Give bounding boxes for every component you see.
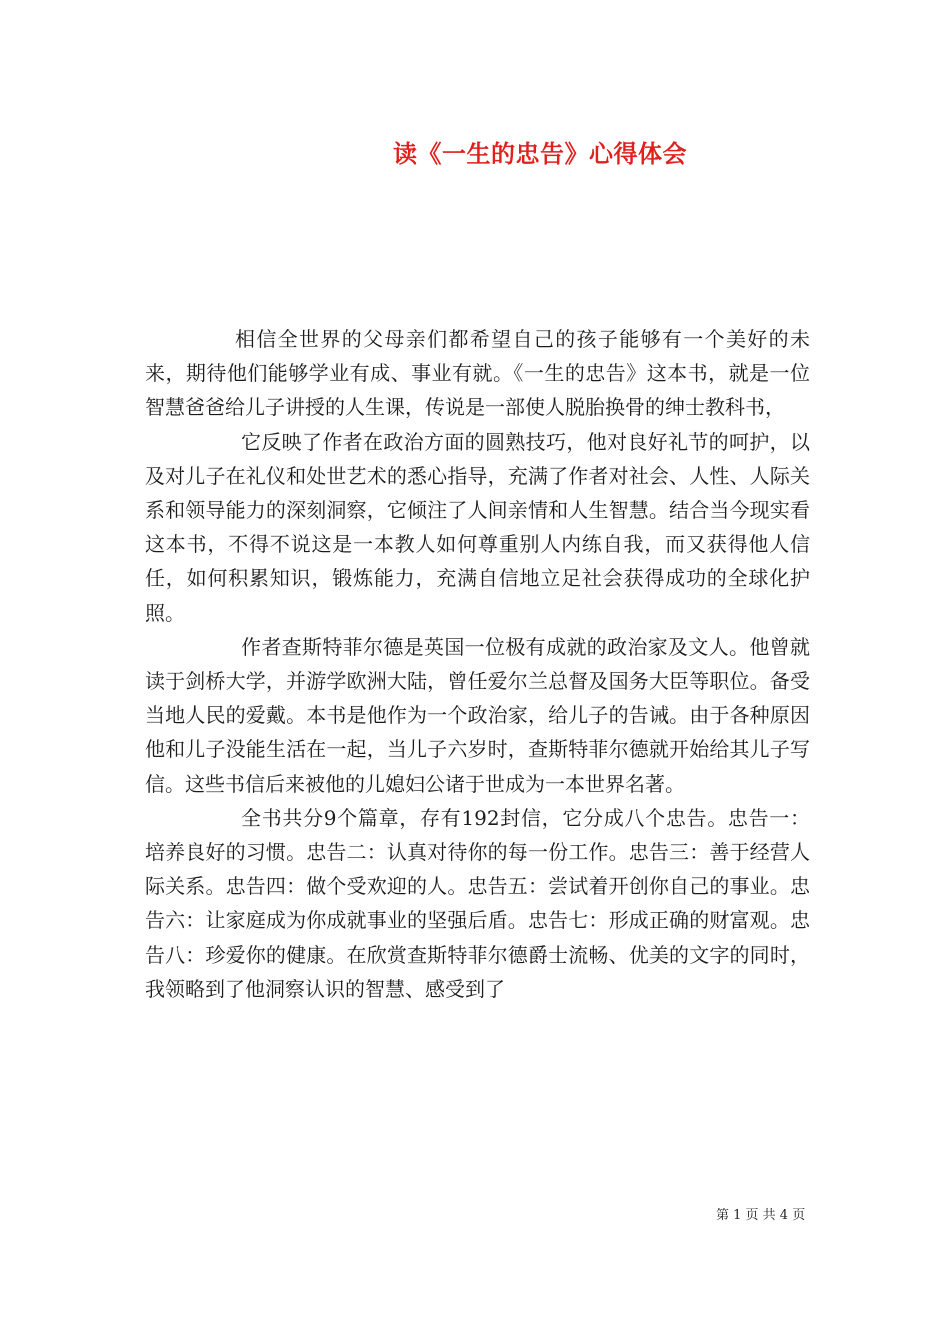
page-number-footer: 第 1 页 共 4 页 (716, 1208, 806, 1223)
paragraph-4: 全书共分9个篇章，存有192封信，它分成八个忠告。忠告一：培养良好的习惯。忠告二：认真对待你的每一份工作。忠告三：善于经营人际关系。忠告四：做个受欢迎的人。忠告五：尝试着开创你自己的事业。忠告六：让家庭成为你成就事业的坚强后盾。忠告七：形成正确的财富观。忠告八：珍爱你的健康。在欣赏查斯特菲尔德爵士流畅、优美的文字的同时，我领略到了他洞察认识的智慧、感受到了 (145, 805, 810, 1001)
paragraph-2: 它反映了作者在政治方面的圆熟技巧，他对良好礼节的呵护，以及对儿子在礼仪和处世艺术的悉心指导，充满了作者对社会、人性、人际关系和领导能力的深刻洞察，它倾注了人间亲情和人生智慧。结合当今现实看这本书，不得不说这是一本教人如何尊重别人内练自我，而又获得他人信任，如何积累知识，锻炼能力，充满自信地立足社会获得成功的全球化护照。 (145, 429, 810, 625)
page-title: 读《一生的忠告》心得体会 (393, 140, 687, 168)
paragraph-1: 相信全世界的父母亲们都希望自己的孩子能够有一个美好的未来，期待他们能够学业有成、事业有就。《一生的忠告》这本书，就是一位智慧爸爸给儿子讲授的人生课，传说是一部使人脱胎换骨的绅士教科书， (145, 327, 810, 420)
paragraph-3: 作者查斯特菲尔德是英国一位极有成就的政治家及文人。他曾就读于剑桥大学，并游学欧洲大陆，曾任爱尔兰总督及国务大臣等职位。备受当地人民的爱戴。本书是他作为一个政治家，给儿子的告诫。由于各种原因他和儿子没能生活在一起，当儿子六岁时，查斯特菲尔德就开始给其儿子写信。这些书信后来被他的儿媳妇公诸于世成为一本世界名著。 (145, 634, 810, 796)
document-body (145, 322, 810, 1006)
